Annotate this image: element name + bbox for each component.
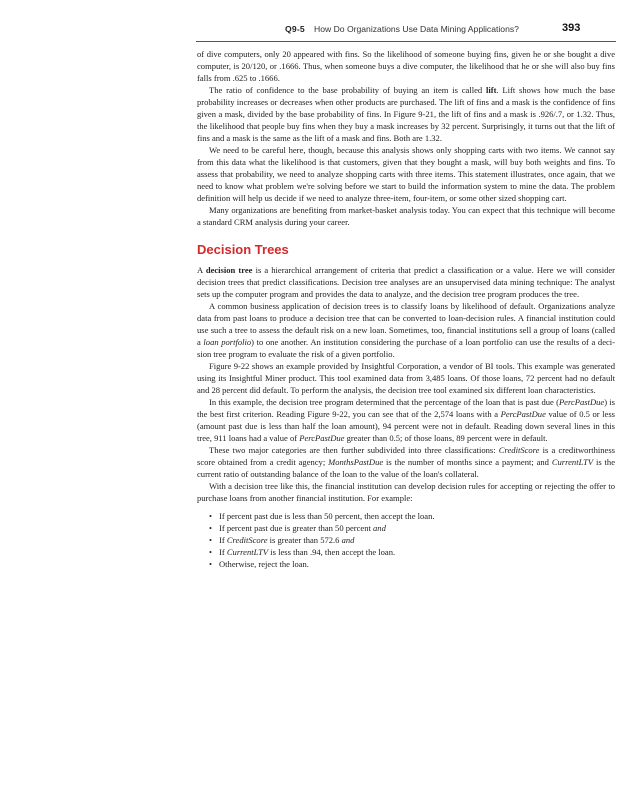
bullet-icon: • bbox=[209, 559, 212, 569]
paragraph: These two major categories are then further subdivided into three classifications: CreditScore is a creditworthiness score obtained from a credit agency; MonthsPastDue is the number of months since a payment; and CurrentLTV is the current ratio of outstanding balance of the loan to the value of the loan's collateral. bbox=[197, 445, 615, 479]
term-lift: lift bbox=[485, 85, 497, 95]
page-number: 393 bbox=[562, 22, 581, 34]
paragraph: Figure 9-22 shows an example provided by Insightful Corporation, a vendor of BI tools. This example was generated using its Insightful Miner product. This tool examined data from 3,485 loans. Of those loans, 72 percent had no default and 28 percent did default. To perform the analysis, the decision tree tool examined six different loan characteristics. bbox=[197, 361, 615, 395]
paragraph: A decision tree is a hierarchical arrangement of criteria that predict a classification or a value. Here we will consider decision trees that predict classifications. Decision tree analyses are an unsupervised data mining technique: The analyst sets up the computer program and provides the data to analyze, and the decision tree program produces the tree. bbox=[197, 265, 615, 299]
paragraph: We need to be careful here, though, because this analysis shows only shopping carts with two items. We cannot say from this data what the likelihood is that customers, given that they bought a mask, will buy both weights and fins. To assess that probability, we need to analyze shopping carts with three items. This statement illustrates, once again, that we need to know what problem we're solving before we start to build the information system to mine the data. The problem definition will help us decide if we need to analyze three-item, four-item, or some other sized shopping cart. bbox=[197, 145, 615, 203]
section-code: Q9-5 bbox=[285, 24, 305, 34]
bullet-icon: • bbox=[209, 523, 212, 533]
paragraph: of dive computers, only 20 appeared with fins. So the likelihood of someone buying fins, given he or she bought a dive computer, is 20/120, or .1666. Thus, when someone buys a dive computer, the likelihood that he or she will also buy fins falls from .625 to .1666. bbox=[197, 49, 615, 83]
list-item: • If CurrentLTV is less than .94, then accept the loan. bbox=[209, 547, 396, 557]
header-rule bbox=[196, 41, 616, 42]
list-item: • If percent past due is less than 50 percent, then accept the loan. bbox=[209, 511, 435, 521]
paragraph: Many organizations are benefiting from market-basket analysis today. You can expect that this technique will become a standard CRM analysis during your career. bbox=[197, 205, 615, 227]
list-item: • If CreditScore is greater than 572.6 and bbox=[209, 535, 355, 545]
running-header bbox=[196, 22, 616, 38]
paragraph: A common business application of decision trees is to classify loans by likelihood of default. Organizations analyze data from past loans to produce a decision tree that can be converted to loan-decision rules. A financial institution could use such a tree to assess the default risk on a new loan. Sometimes, too, financial institutions sell a group of loans (called a loan portfolio) to one another. An institution considering the purchase of a loan portfolio can use the results of a deci-sion tree program to evaluate the risk of a given portfolio. bbox=[197, 301, 616, 359]
term-decision-tree: decision tree bbox=[205, 265, 253, 275]
paragraph: The ratio of confidence to the base probability of buying an item is called lift. Lift shows how much the base probability increases or decreases when other products are purchased. The lift of fins and a mask is the confidence of fins given a mask, divided by the base probability of fins. In Figure 9-21, the lift of fins and a mask is .926/.7, or 1.32. Thus, the likelihood that people buy fins when they buy a mask increases by 32 percent. Surprisingly, it turns out that the lift of fins and a mask is the same as the lift of a mask and fins. Both are 1.32. bbox=[197, 85, 615, 143]
list-item: • If percent past due is greater than 50 percent and bbox=[209, 523, 386, 533]
body-text bbox=[197, 48, 615, 570]
paragraph: In this example, the decision tree program determined that the percentage of the loan that is past due (PercPastDue) is the best first criterion. Reading Figure 9-22, you can see that of the 2,574 loans with a PercPastDue value of 0.5 or less (amount past due is less than half the loan amount), 94 percent were not in default. Reading down several lines in this tree, 911 loans had a value of PercPastDue greater than 0.5; of those loans, 89 percent were in default. bbox=[197, 397, 615, 443]
paragraph: With a decision tree like this, the financial institution can develop decision rules for accepting or rejecting the offer to purchase loans from another financial institution. For example: bbox=[197, 481, 615, 503]
section-heading: Decision Trees bbox=[197, 242, 289, 257]
bullet-icon: • bbox=[209, 547, 212, 557]
running-title: How Do Organizations Use Data Mining Applications? bbox=[314, 24, 519, 34]
decision-rules-list bbox=[197, 510, 615, 570]
bullet-icon: • bbox=[209, 535, 212, 545]
bullet-icon: • bbox=[209, 511, 212, 521]
list-item: • Otherwise, reject the loan. bbox=[209, 559, 309, 569]
